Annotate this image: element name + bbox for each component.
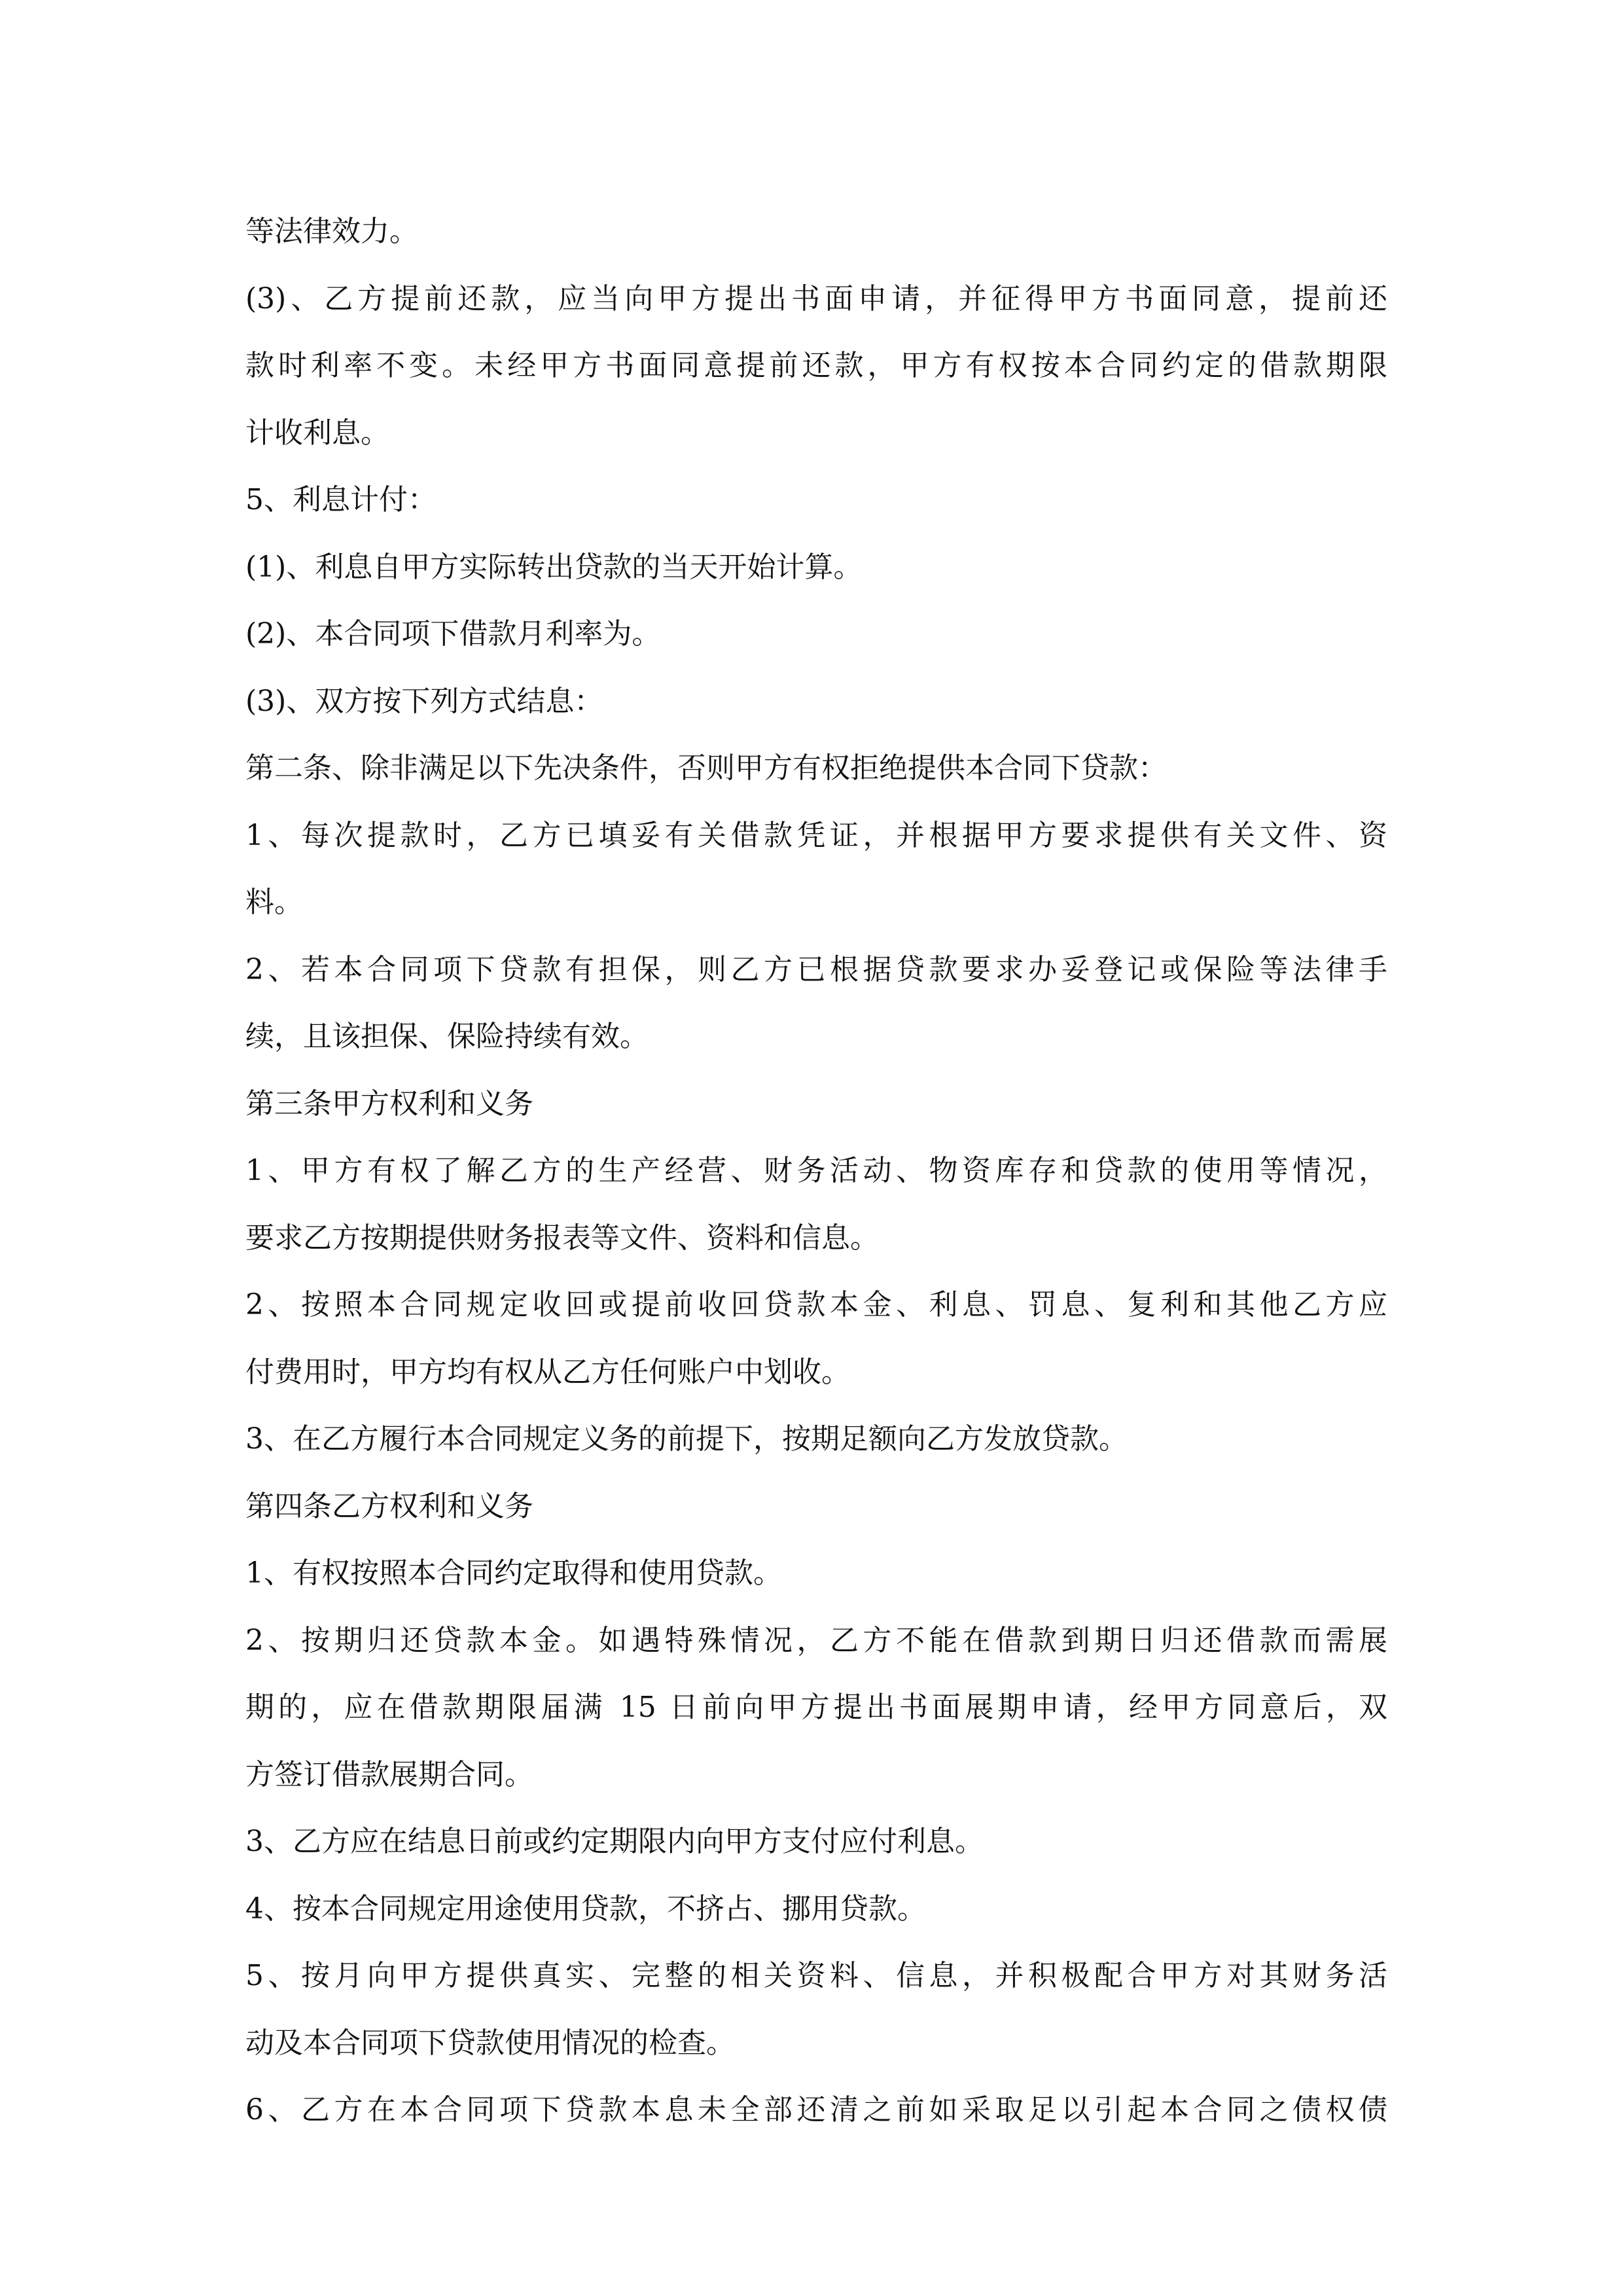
document-body: [245, 198, 1387, 2144]
text-line: 要求乙方按期提供财务报表等文件、资料和信息。: [245, 1221, 879, 1255]
text-line: 动及本合同项下贷款使用情况的检查。: [245, 2026, 735, 2060]
text-line: 6、乙方在本合同项下贷款本息未全部还清之前如采取足以引起本合同之债权债: [245, 2093, 1387, 2126]
text-line: 料。: [245, 886, 303, 919]
text-line: 2、若本合同项下贷款有担保，则乙方已根据贷款要求办妥登记或保险等法律手: [245, 952, 1387, 986]
text-line: 付费用时，甲方均有权从乙方任何账户中划收。: [245, 1355, 850, 1389]
text-line: (2)、本合同项下借款月利率为。: [245, 617, 661, 651]
article-heading: 第四条乙方权利和义务: [245, 1489, 533, 1523]
article-heading: 第三条甲方权利和义务: [245, 1086, 533, 1121]
section-heading: 5、利息计付：: [245, 483, 437, 516]
text-line: 4、按本合同规定用途使用贷款，不挤占、挪用贷款。: [245, 1892, 926, 1926]
text-line: 方签订借款展期合同。: [245, 1757, 533, 1791]
text-line: 2、按期归还贷款本金。如遇特殊情况，乙方不能在借款到期日归还借款而需展: [245, 1623, 1387, 1657]
text-line: 等法律效力。: [245, 215, 418, 248]
text-line: (1)、利息自甲方实际转出贷款的当天开始计算。: [245, 550, 863, 584]
text-line: 计收利息。: [245, 416, 389, 450]
text-line: 续，且该担保、保险持续有效。: [245, 1020, 649, 1053]
text-line: 1、有权按照本合同约定取得和使用贷款。: [245, 1556, 782, 1590]
article-heading: 第二条、除非满足以下先决条件，否则甲方有权拒绝提供本合同下贷款：: [245, 751, 1167, 785]
text-line: 1、每次提款时，乙方已填妥有关借款凭证，并根据甲方要求提供有关文件、资: [245, 818, 1387, 852]
text-line: 期的，应在借款期限届满 15 日前向甲方提出书面展期申请，经甲方同意后，双: [245, 1691, 1387, 1724]
text-line: 3、在乙方履行本合同规定义务的前提下，按期足额向乙方发放贷款。: [245, 1422, 1128, 1456]
text-line: (3)、乙方提前还款，应当向甲方提出书面申请，并征得甲方书面同意，提前还: [245, 281, 1387, 315]
text-line: 2、按照本合同规定收回或提前收回贷款本金、利息、罚息、复利和其他乙方应: [245, 1288, 1387, 1321]
text-line: 5、按月向甲方提供真实、完整的相关资料、信息，并积极配合甲方对其财务活: [245, 1959, 1387, 1992]
text-line: 3、乙方应在结息日前或约定期限内向甲方支付应付利息。: [245, 1825, 984, 1858]
text-line: (3)、双方按下列方式结息：: [245, 684, 603, 718]
text-line: 款时利率不变。未经甲方书面同意提前还款，甲方有权按本合同约定的借款期限: [245, 349, 1387, 382]
text-line: 1、甲方有权了解乙方的生产经营、财务活动、物资库存和贷款的使用等情况，: [245, 1154, 1387, 1187]
